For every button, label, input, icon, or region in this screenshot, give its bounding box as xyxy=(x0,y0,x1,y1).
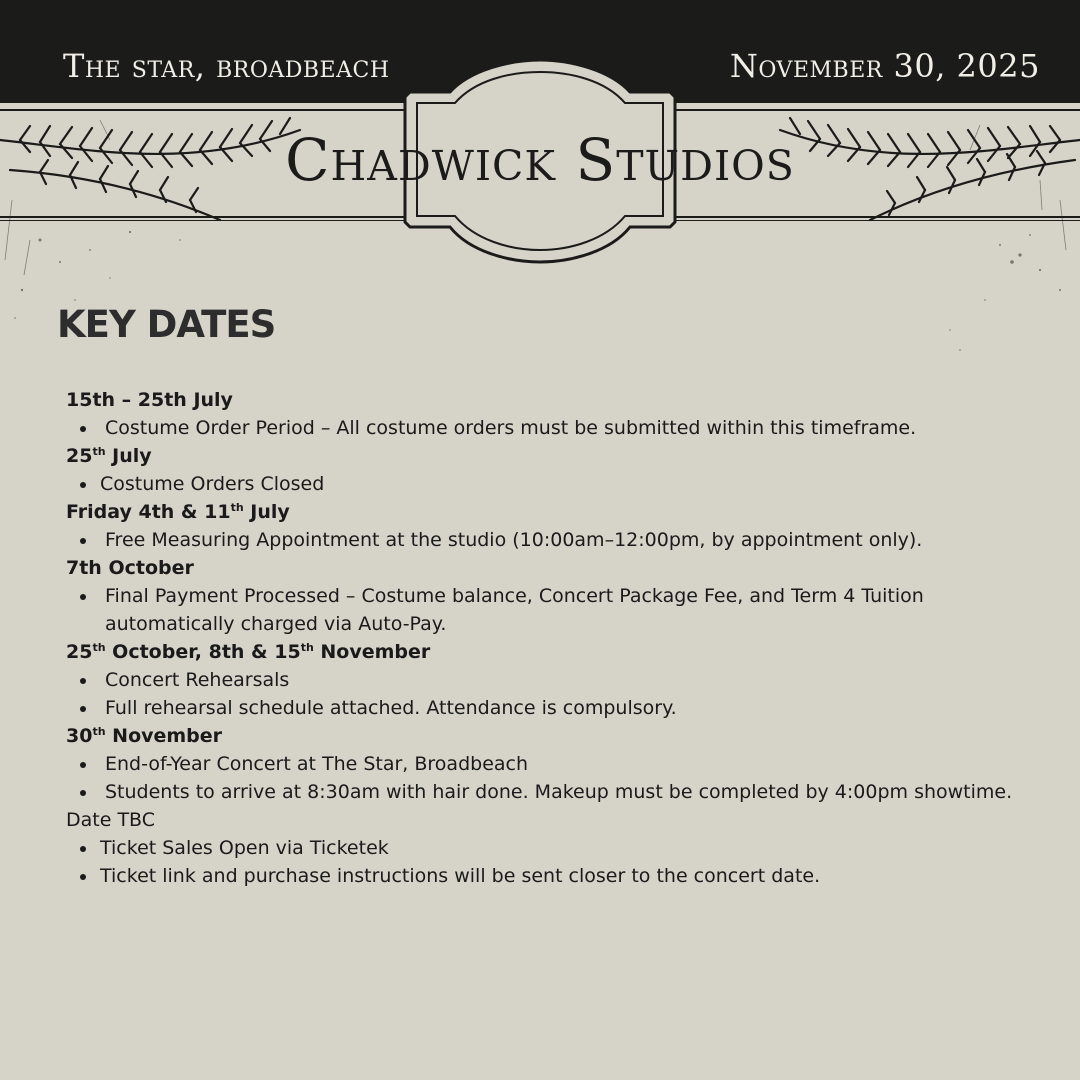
date-label: November 30, 2025 xyxy=(729,47,1040,85)
event-items xyxy=(66,414,1026,442)
event-date: 7th October xyxy=(66,557,194,579)
list-item: Concert Rehearsals xyxy=(100,666,1026,694)
event-date-suffix: th xyxy=(230,501,244,514)
list-item: End-of-Year Concert at The Star, Broadbeach xyxy=(100,750,1026,778)
event-date: Date TBC xyxy=(66,809,156,831)
event-date-part: November xyxy=(105,725,223,747)
event-date-part: 30 xyxy=(66,725,93,747)
event-date xyxy=(66,638,1026,666)
list-item: Final Payment Processed – Costume balance, Concert Package Fee, and Term 4 Tuition automatically charged via Auto-Pay. xyxy=(100,582,1026,638)
section-heading: KEY DATES xyxy=(57,303,276,346)
list-item: Ticket link and purchase instructions will be sent closer to the concert date. xyxy=(100,862,1026,890)
event-date-part: October, 8th & 15 xyxy=(105,641,301,663)
event-items xyxy=(66,582,1026,638)
event-date-suffix: th xyxy=(92,725,106,738)
event-date-part: 25 xyxy=(66,445,93,467)
event-date-suffix: th xyxy=(300,641,314,654)
event-items xyxy=(66,834,1026,890)
event-date xyxy=(66,722,1026,750)
list-item: Costume Order Period – All costume orders must be submitted within this timeframe. xyxy=(100,414,1026,442)
event-date: 15th – 25th July xyxy=(66,389,233,411)
key-dates-list xyxy=(66,386,1026,890)
venue-label: The star, broadbeach xyxy=(63,47,390,85)
list-item: Ticket Sales Open via Ticketek xyxy=(100,834,1026,862)
list-item: Costume Orders Closed xyxy=(100,470,1026,498)
studio-title: Chadwick Studios xyxy=(285,126,795,194)
event-date-suffix: th xyxy=(92,445,106,458)
event-items xyxy=(66,750,1026,806)
list-item: Full rehearsal schedule attached. Attendance is compulsory. xyxy=(100,694,1026,722)
event-date-part: 25 xyxy=(66,641,93,663)
event-date-part: Friday 4th & 11 xyxy=(66,501,231,523)
event-items xyxy=(66,526,1026,554)
event-date xyxy=(66,442,1026,470)
event-date-part: November xyxy=(313,641,431,663)
event-items xyxy=(66,470,1026,498)
list-item: Students to arrive at 8:30am with hair done. Makeup must be completed by 4:00pm showtime. xyxy=(100,778,1026,806)
event-date-suffix: th xyxy=(92,641,106,654)
event-date xyxy=(66,498,1026,526)
list-item: Free Measuring Appointment at the studio (10:00am–12:00pm, by appointment only). xyxy=(100,526,1026,554)
event-items xyxy=(66,666,1026,722)
event-date-part: July xyxy=(243,501,290,523)
event-date-part: July xyxy=(105,445,152,467)
